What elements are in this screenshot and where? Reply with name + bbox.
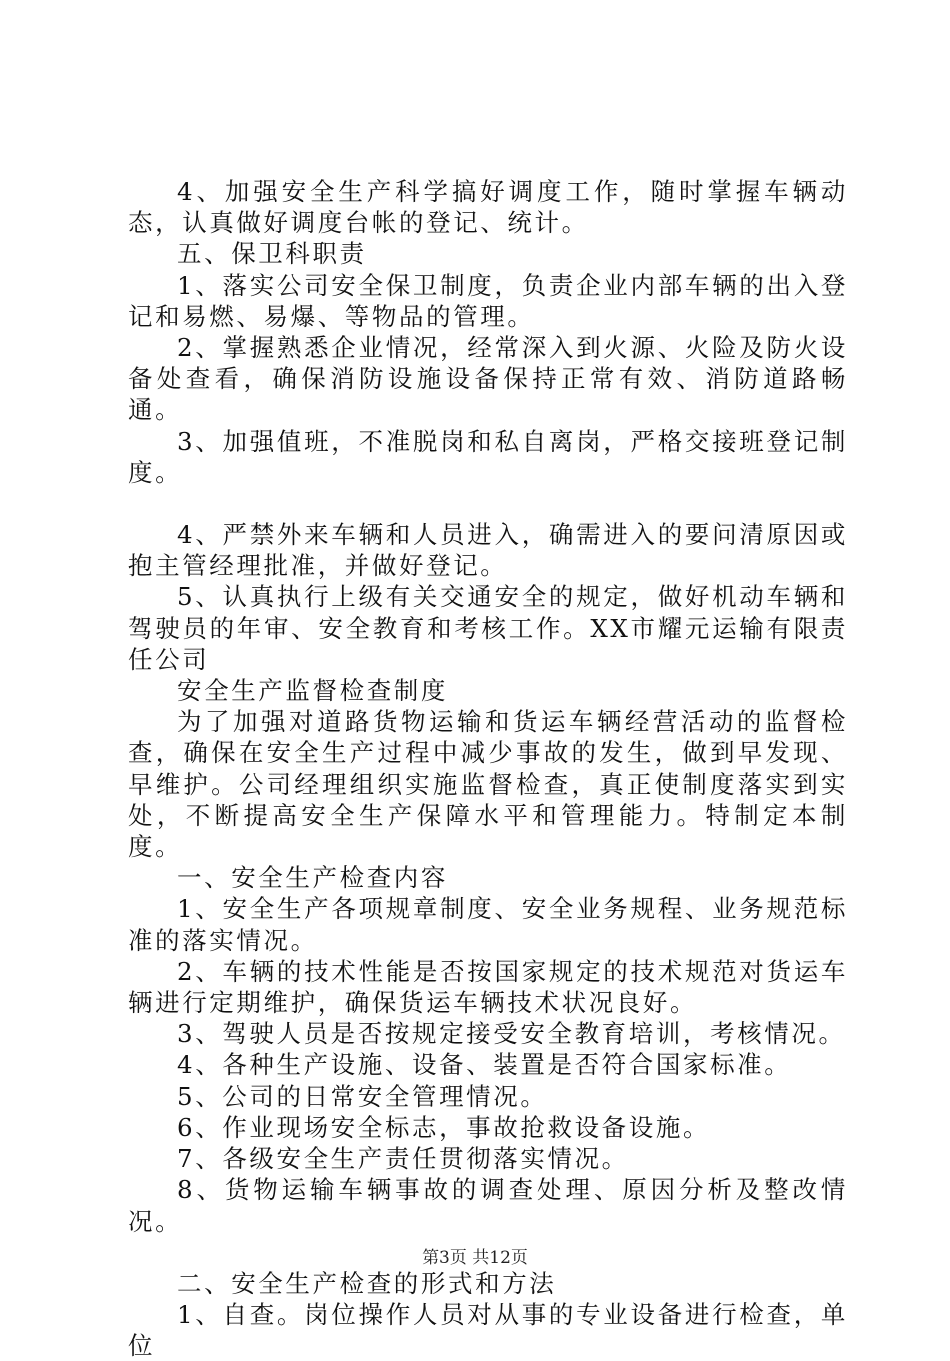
paragraph: 1、自查。岗位操作人员对从事的专业设备进行检查，单位	[128, 1299, 848, 1361]
paragraph: 8、货物运输车辆事故的调查处理、原因分析及整改情况。	[128, 1175, 848, 1236]
paragraph: 2、掌握熟悉企业情况，经常深入到火源、火险及防火设备处查看，确保消防设施设备保持正常有效、消防道路畅通。	[128, 333, 848, 425]
paragraph: 5、认真执行上级有关交通安全的规定，做好机动车辆和驾驶员的年审、安全教育和考核工作。XX市耀元运输有限责任公司	[128, 582, 848, 674]
paragraph: 6、作业现场安全标志，事故抢救设备设施。	[177, 1112, 711, 1142]
paragraph: 5、公司的日常安全管理情况。	[177, 1081, 548, 1111]
paragraph: 3、加强值班，不准脱岗和私自离岗，严格交接班登记制度。	[128, 426, 848, 487]
document-body	[128, 176, 848, 1361]
page-number-footer: 第3页 共12页	[422, 1248, 528, 1268]
paragraph: 1、落实公司安全保卫制度，负责企业内部车辆的出入登记和易燃、易爆、等物品的管理。	[128, 270, 848, 331]
paragraph: 7、各级安全生产责任贯彻落实情况。	[177, 1144, 629, 1174]
section-heading: 二、安全生产检查的形式和方法	[177, 1268, 557, 1298]
section-heading: 五、保卫科职责	[177, 239, 367, 269]
paragraph: 4、各种生产设施、设备、装置是否符合国家标准。	[177, 1050, 792, 1080]
section-title: 安全生产监督检查制度	[177, 676, 448, 706]
paragraph: 1、安全生产各项规章制度、安全业务规程、业务规范标准的落实情况。	[128, 894, 848, 955]
paragraph: 2、车辆的技术性能是否按国家规定的技术规范对货运车辆进行定期维护，确保货运车辆技术状况良好。	[128, 956, 848, 1018]
paragraph: 4、严禁外来车辆和人员进入，确需进入的要问清原因或抱主管经理批准，并做好登记。	[128, 520, 848, 581]
paragraph: 4、加强安全生产科学搞好调度工作，随时掌握车辆动态，认真做好调度台帐的登记、统计。	[128, 177, 848, 238]
section-heading: 一、安全生产检查内容	[177, 863, 448, 893]
paragraph: 3、驾驶人员是否按规定接受安全教育培训，考核情况。	[177, 1019, 846, 1049]
paragraph: 为了加强对道路货物运输和货运车辆经营活动的监督检查，确保在安全生产过程中减少事故的发生，做到早发现、早维护。公司经理组织实施监督检查，真正使制度落实到实处，不断提高安全生产保障水平和管理能力。特制定本制度。	[128, 707, 848, 862]
